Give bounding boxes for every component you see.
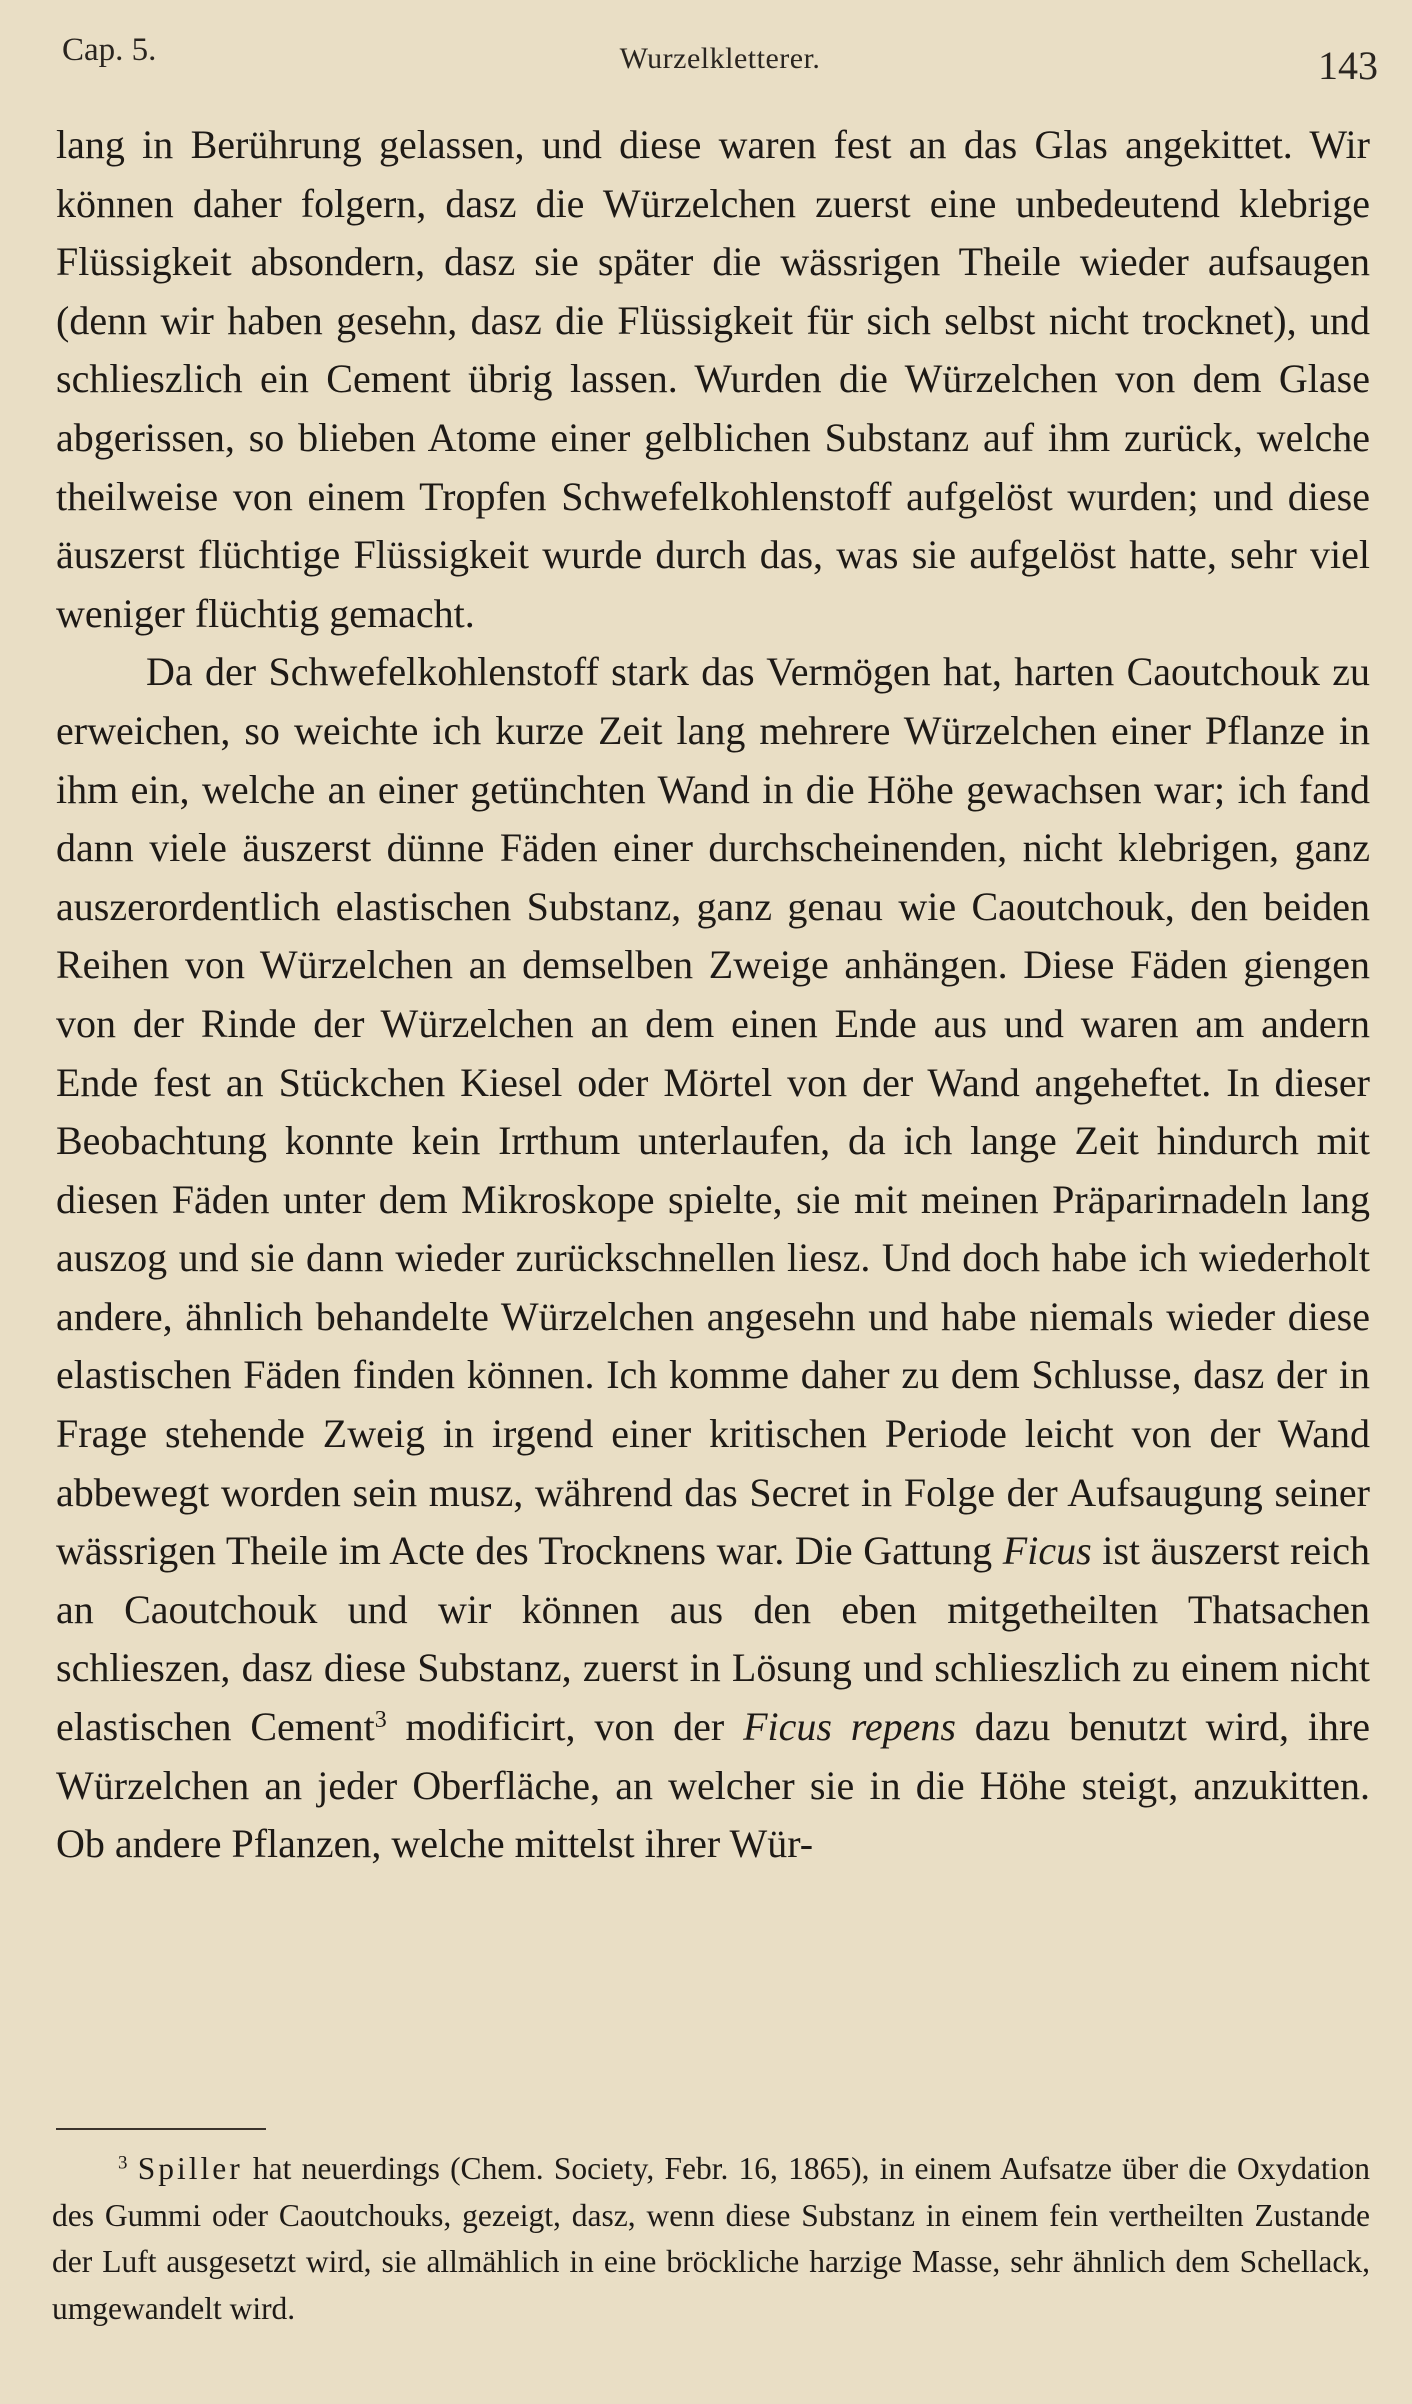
footnote-author: Spiller [137, 2151, 243, 2186]
footnote-marker: 3 [118, 2152, 128, 2174]
genus-ficus: Ficus [1002, 1528, 1092, 1574]
paragraph-2-part-1: Da der Schwefelkohlenstoff stark das Vermögen hat, harten Caoutchouk zu erweichen, so weichte ich kurze Zeit lang mehrere Würzelchen einer Pflanze in ihm ein, welche an einer getünchten Wand in die Höhe gewachsen war; ich fand dann viele äuszerst dünne Fäden einer durchscheinenden, nicht klebrigen, ganz auszerordentlich elastischen Substanz, ganz genau wie Caoutchouk, den beiden Reihen von Würzelchen an demselben Zweige anhängen. Diese Fäden giengen von der Rinde der Würzelchen an dem einen Ende aus und waren am andern Ende fest an Stückchen Kiesel oder Mörtel von der Wand angeheftet. In dieser Beobachtung konnte kein Irrthum unterlaufen, da ich lange Zeit hindurch mit diesen Fäden unter dem Mikroskope spielte, sie mit meinen Präparirnadeln lang auszog und sie dann wieder zurückschnellen liesz. Und doch habe ich wiederholt andere, ähnlich behandelte Würzelchen angesehn und habe niemals wieder diese elastischen Fäden finden können. Ich komme daher zu dem Schlusse, dasz der in Frage stehende Zweig in irgend einer kritischen Periode leicht von der Wand abbewegt worden sein musz, während das Secret in Folge der Aufsaugung seiner wässrigen Theile im Acte des Trocknens war. Die Gattung [56, 649, 1370, 1574]
footnote-3 [52, 2146, 1370, 2332]
running-title: Wurzelkletterer. [619, 42, 821, 75]
paragraph-2 [56, 643, 1370, 1873]
paragraph-2-part-3: modificirt, von der [386, 1704, 744, 1750]
page-number: 143 [1318, 43, 1378, 88]
paragraph-2-part-4: dazu benutzt wird, ihre Würzelchen an jeder Oberfläche, an welcher sie in die Höhe steigt, anzukitten. Ob andere Pflanzen, welche mittelst ihrer Wür- [56, 1704, 1370, 1867]
paragraph-1: lang in Berührung gelassen, und diese waren fest an das Glas angekittet. Wir können daher folgern, dasz die Würzelchen zuerst eine unbedeutend klebrige Flüssigkeit absondern, dasz sie später die wässrigen Theile wieder aufsaugen (denn wir haben gesehn, dasz die Flüssigkeit für sich selbst nicht trocknet), und schlieszlich ein Cement übrig lassen. Wurden die Würzelchen von dem Glase abgerissen, so blieben Atome einer gelblichen Substanz auf ihm zurück, welche theilweise von einem Tropfen Schwefelkohlenstoff aufgelöst wurden; und diese äuszerst flüchtige Flüssigkeit wurde durch das, was sie aufgelöst hatte, sehr viel weniger flüchtig gemacht. [56, 122, 1370, 636]
chapter-label: Cap. 5. [62, 32, 157, 68]
footnote-text: hat neuerdings (Chem. Society, Febr. 16, 1865), in einem Aufsatze über die Oxydation des Gummi oder Caoutchouks, gezeigt, dasz, wenn diese Substanz in einem fein vertheilten Zustande der Luft ausgesetzt wird, sie allmählich in eine bröckliche harzige Masse, sehr ähnlich dem Schellack, umgewandelt wird. [52, 2151, 1371, 2326]
footnote-divider [56, 2128, 266, 2130]
paragraph-2-part-2: ist äuszerst reich an Caoutchouk und wir können aus den eben mitgetheilten Thatsachen schlieszen, dasz diese Substanz, zuerst in Lösung und schlieszlich zu einem nicht elastischen Cement [56, 1528, 1371, 1750]
page-header [62, 28, 1378, 92]
footnote-reference[interactable]: 3 [374, 1706, 387, 1733]
species-ficus-repens: Ficus repens [743, 1704, 956, 1750]
main-text [56, 116, 1370, 1874]
